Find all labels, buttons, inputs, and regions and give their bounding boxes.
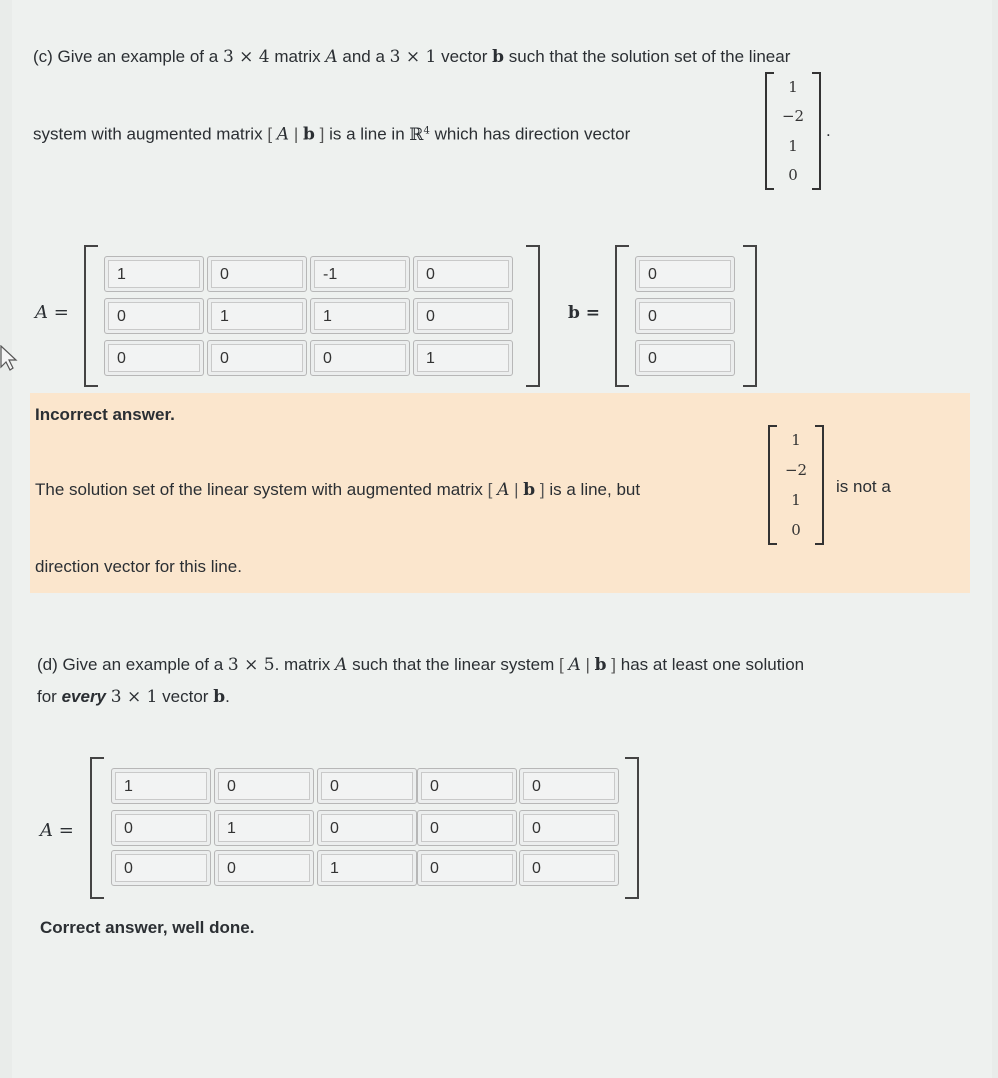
matrix-a-cell-r1c1[interactable]: 1 [104, 256, 204, 292]
feedback-line1: The solution set of the linear system with augmented matrix [ A | b ] is a line, but [35, 480, 641, 500]
matrix-a-cell-r1c2[interactable]: 0 [207, 256, 307, 292]
matrix-a-label: A = [35, 302, 69, 323]
part-c-prompt-line2: system with augmented matrix [ A | b ] is a line in ℝ$^4$ which has direction vector [33, 124, 631, 145]
matrix-d-cell-r1c5[interactable]: 0 [519, 768, 619, 804]
matrix-d-cell-r2c2[interactable]: 1 [214, 810, 314, 846]
vector-b-cell-2[interactable]: 0 [635, 298, 735, 334]
matrix-a-cell-r1c3[interactable]: -1 [310, 256, 410, 292]
matrix-a-cell-r3c3[interactable]: 0 [310, 340, 410, 376]
matrix-a-cell-r2c1[interactable]: 0 [104, 298, 204, 334]
feedback-vector [768, 425, 824, 545]
matrix-a-cell-r2c3[interactable]: 1 [310, 298, 410, 334]
matrix-d-cell-r3c4[interactable]: 0 [417, 850, 517, 886]
matrix-d-cell-r2c1[interactable]: 0 [111, 810, 211, 846]
matrix-a-cell-r2c4[interactable]: 0 [413, 298, 513, 334]
matrix-d-cell-r1c1[interactable]: 1 [111, 768, 211, 804]
matrix-d-cell-r1c4[interactable]: 0 [417, 768, 517, 804]
vector-b-cell-3[interactable]: 0 [635, 340, 735, 376]
part-d-prompt-line2: for every 3 × 1 vector b. [37, 687, 230, 707]
feedback-line2: direction vector for this line. [35, 557, 242, 576]
matrix-a-cell-r3c1[interactable]: 0 [104, 340, 204, 376]
vector-entry: 0 [788, 166, 798, 185]
matrix-right-bracket [625, 757, 639, 899]
matrix-a-cell-r2c2[interactable]: 1 [207, 298, 307, 334]
feedback-title: Incorrect answer. [35, 405, 175, 424]
matrix-d-cell-r3c2[interactable]: 0 [214, 850, 314, 886]
mouse-cursor-icon [0, 345, 20, 371]
matrix-d-cell-r1c3[interactable]: 0 [317, 768, 417, 804]
part-d-matrix-a-label: A = [40, 820, 74, 841]
vector-entry: −2 [781, 107, 805, 126]
part-c-prompt-line1: (c) Give an example of a 3 × 4 matrix A and a 3 × 1 vector b such that the solution set of the linear [33, 47, 791, 67]
direction-vector [765, 72, 821, 190]
vector-entry: 1 [791, 431, 801, 449]
vector-entry: 0 [791, 521, 801, 539]
vector-entry: 1 [788, 77, 798, 96]
matrix-d-cell-r3c5[interactable]: 0 [519, 850, 619, 886]
vector-entry: 1 [788, 136, 798, 155]
matrix-left-bracket [90, 757, 104, 899]
vector-left-bracket [615, 245, 629, 387]
matrix-a-cell-r3c4[interactable]: 1 [413, 340, 513, 376]
vector-b-cell-1[interactable]: 0 [635, 256, 735, 292]
matrix-a-cell-r1c4[interactable]: 0 [413, 256, 513, 292]
matrix-d-cell-r1c2[interactable]: 0 [214, 768, 314, 804]
feedback-line1-end: is not a [836, 477, 891, 496]
vector-b-label: b = [568, 303, 601, 323]
matrix-d-cell-r2c5[interactable]: 0 [519, 810, 619, 846]
matrix-right-bracket [526, 245, 540, 387]
correct-feedback: Correct answer, well done. [40, 918, 255, 937]
vector-right-bracket [743, 245, 757, 387]
matrix-d-cell-r2c3[interactable]: 0 [317, 810, 417, 846]
vector-entry: 1 [791, 491, 801, 509]
matrix-d-cell-r3c1[interactable]: 0 [111, 850, 211, 886]
matrix-left-bracket [84, 245, 98, 387]
matrix-d-cell-r2c4[interactable]: 0 [417, 810, 517, 846]
prompt-period: . [826, 121, 831, 140]
matrix-d-cell-r3c3[interactable]: 1 [317, 850, 417, 886]
part-d-prompt-line1: (d) Give an example of a 3 × 5. matrix A such that the linear system [ A | b ] has at least one solution [37, 655, 805, 675]
matrix-a-cell-r3c2[interactable]: 0 [207, 340, 307, 376]
vector-entry: −2 [784, 461, 808, 479]
